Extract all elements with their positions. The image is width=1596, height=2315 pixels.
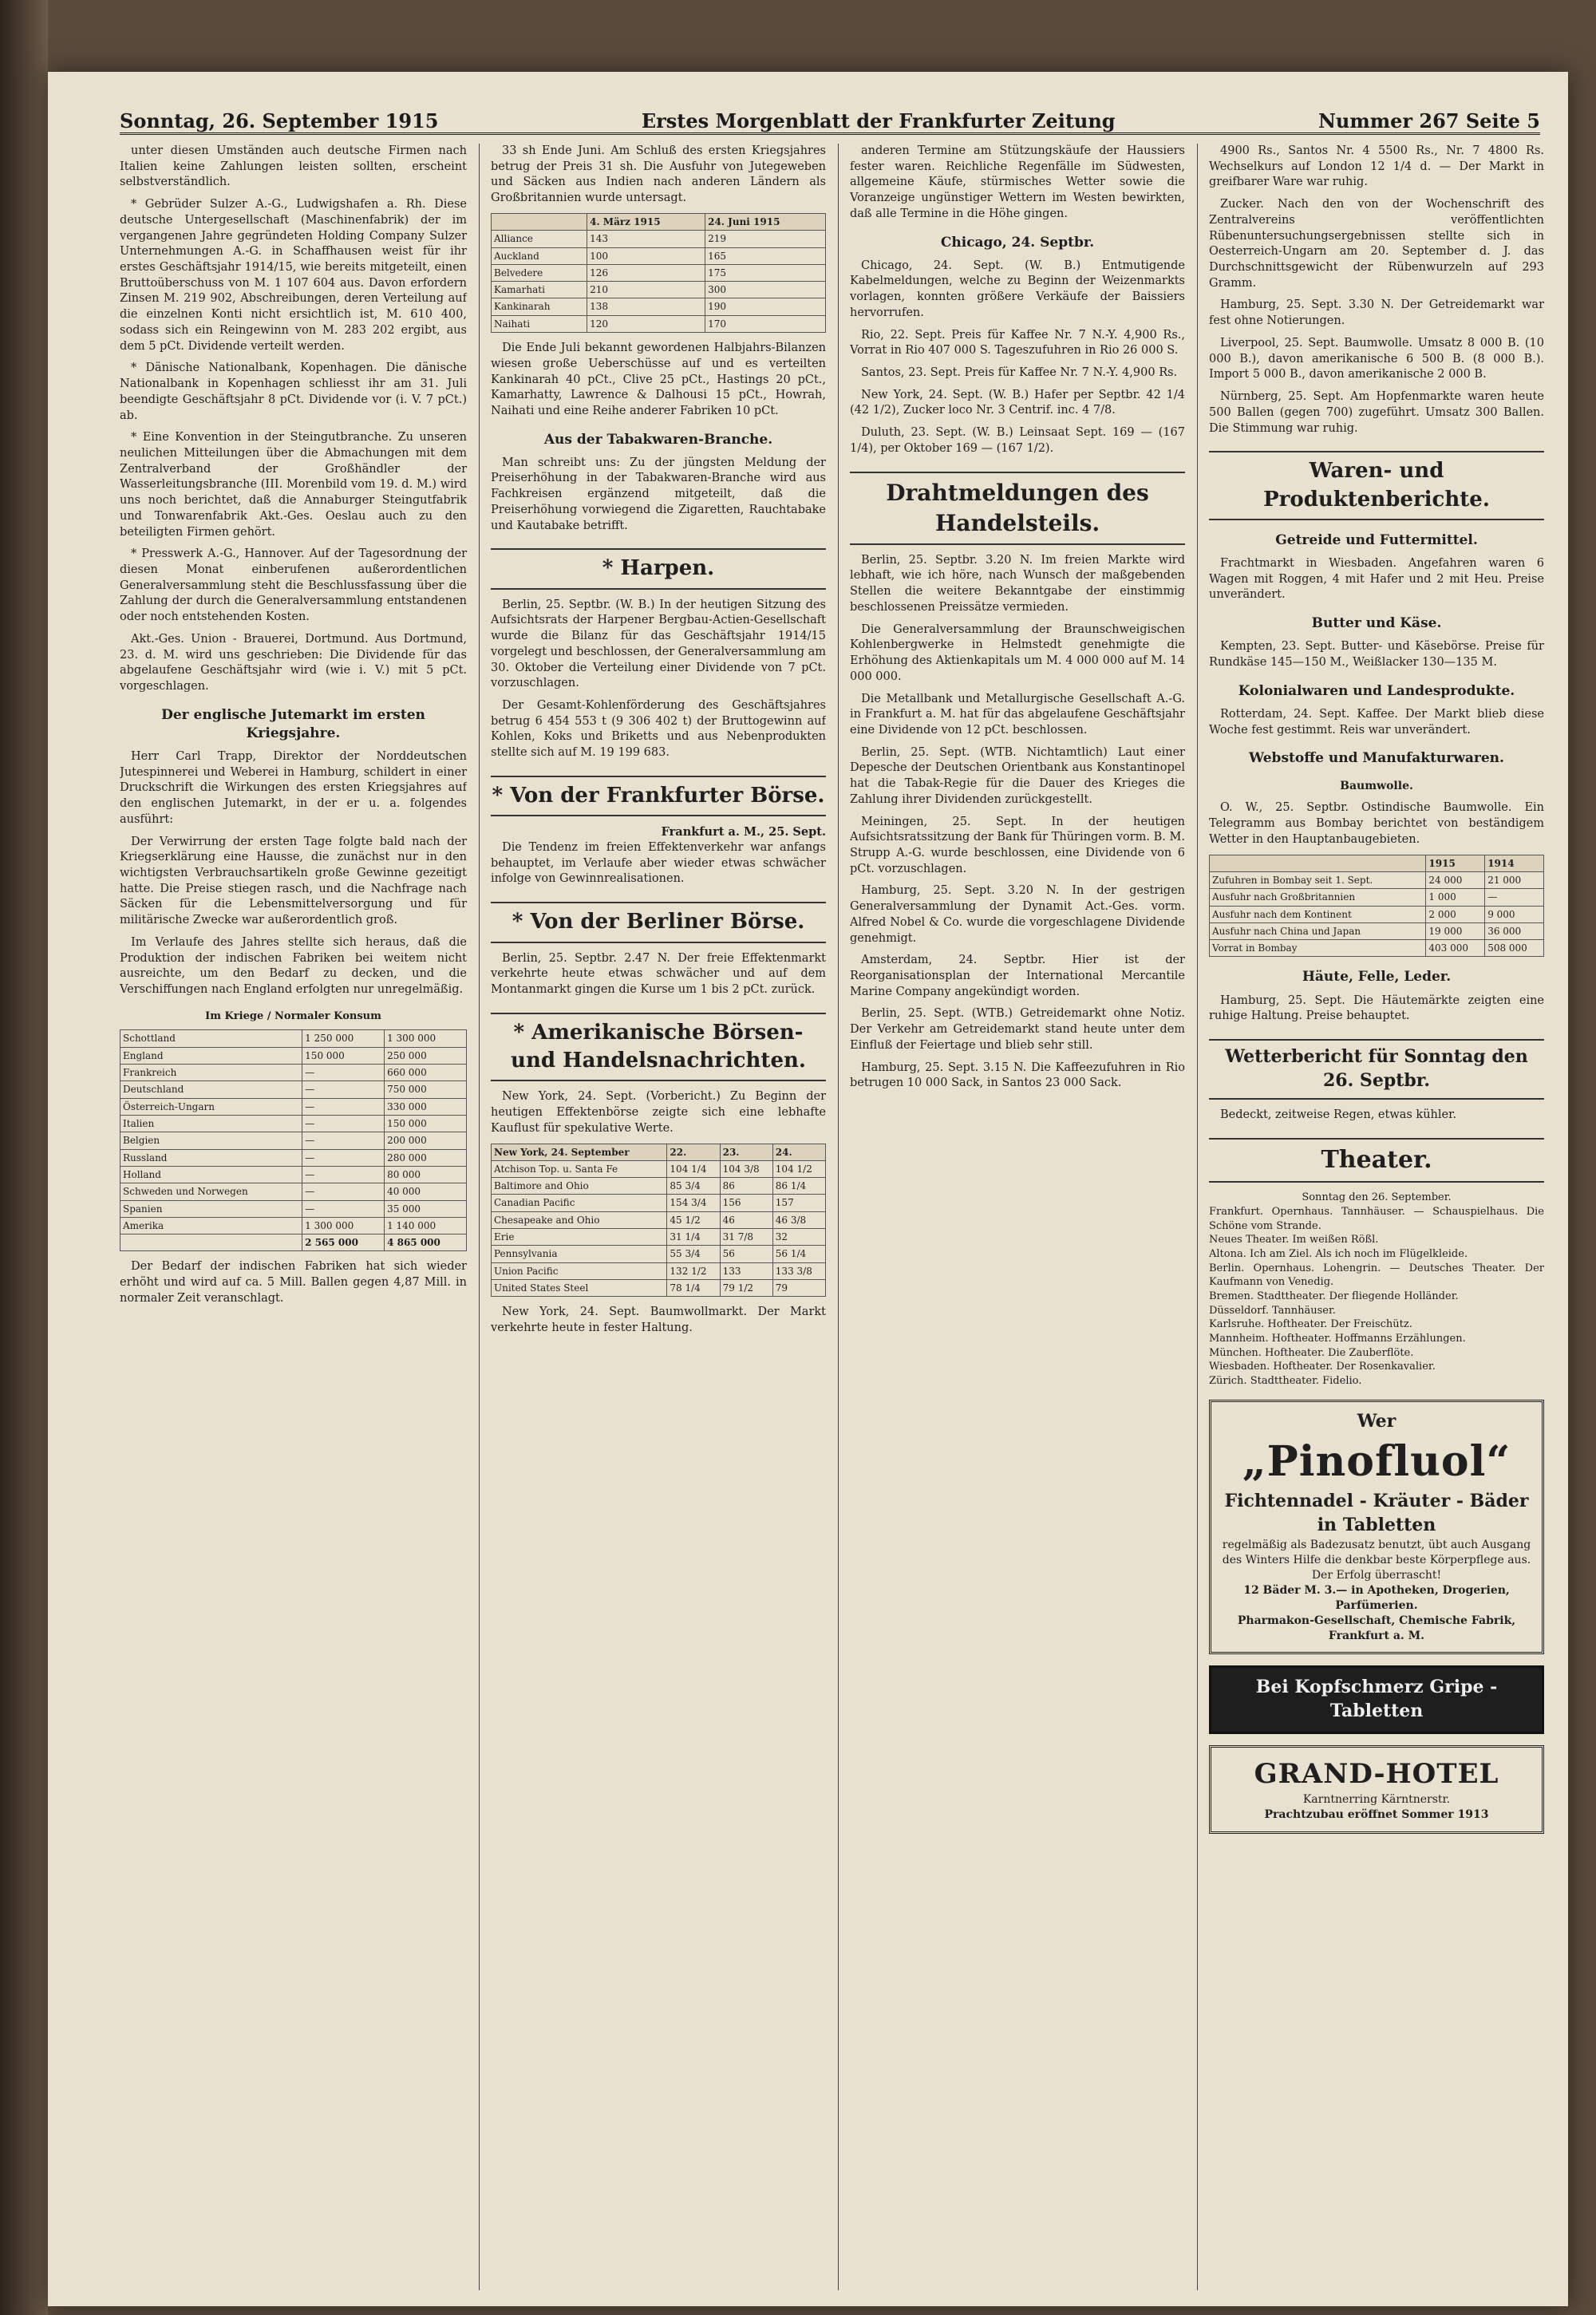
article-text: Rotterdam, 24. Sept. Kaffee. Der Markt blieb diese Woche fest gestimmt. Reis war unverändert. bbox=[1209, 707, 1544, 737]
article-text: Die Tendenz im freien Effektenverkehr war anfangs behauptet, im Verlaufe aber wieder etwas schwächer infolge von Gewinnrealisationen. bbox=[491, 840, 826, 886]
table-row bbox=[492, 282, 826, 298]
column-rule bbox=[479, 144, 480, 2290]
table-cell: — bbox=[302, 1200, 385, 1217]
table-cell: Russland bbox=[120, 1149, 302, 1166]
book-spine bbox=[0, 0, 48, 2315]
subsection-heading: Häute, Felle, Leder. bbox=[1302, 969, 1452, 986]
table-cell: 170 bbox=[705, 315, 826, 332]
cotton-table bbox=[1209, 855, 1544, 958]
table-cell: Belgien bbox=[120, 1132, 302, 1149]
article-text: O. W., 25. Septbr. Ostindische Baumwolle. Ein Telegramm aus Bombay berichtet von beständigem Wetter in den Hauptanbaugebieten. bbox=[1209, 801, 1544, 846]
table-row bbox=[120, 1065, 467, 1081]
table-row bbox=[120, 1217, 467, 1234]
article-text: Der Verwirrung der ersten Tage folgte bald nach der Kriegserklärung eine Hausse, die zunächst nur in den wichtigsten Verbrauchsartikeln große Gewinne gezeitigt hatte. Die Preise stiegen rasch, und die Nachfrage nach Säcken für die Lebensmittelversorgung und für militärische Zwecke war außerordentlich groß. bbox=[120, 835, 467, 927]
article-text: anderen Termine am Stützungskäufe der Haussiers fester waren. Reichliche Regenfälle im Südwesten, allgemeine Käufe, stürmisches Wetter sowie die Voranzeige ungünstiger Wettern im Westen bewirkten, daß alle Termine in die Höhe gingen. bbox=[850, 144, 1185, 220]
theater-entry: Bremen. Stadttheater. Der fliegende Holländer. bbox=[1209, 1290, 1459, 1303]
table-cell: — bbox=[1485, 889, 1544, 906]
article-text: Meiningen, 25. Sept. In der heutigen Aufsichtsratssitzung der Bank für Thüringen vorm. B. M. Strupp A.-G. wurde beschlossen, eine Dividende von 6 pCt. vorzuschlagen. bbox=[850, 815, 1185, 875]
jute-consumption-table bbox=[120, 1029, 467, 1251]
table-cell: 1 300 000 bbox=[385, 1030, 467, 1047]
article-text: Frachtmarkt in Wiesbaden. Angefahren waren 6 Wagen mit Roggen, 4 mit Hafer und 2 mit Heu. Preise unverändert. bbox=[1209, 557, 1544, 602]
article-text: * Eine Konvention in der Steingutbranche. Zu unseren neulichen Mitteilungen über die Abmachungen mit dem Zentralverband der Großhändler der Wasserleitungsbranche (III. Morenbild vom 19. d. M.) wird uns noch berichtet, daß die Annaburger Steingutfabrik und Tonwarenfabrik Akt.-Ges. Oeslau auch zu den beteiligten Firmen gehört. bbox=[120, 431, 467, 539]
article-text: New York, 24. Sept. Baumwollmarkt. Der Markt verkehrte heute in fester Haltung. bbox=[491, 1306, 826, 1335]
table-row bbox=[492, 298, 826, 315]
column-rule bbox=[1197, 144, 1198, 2290]
table-cell: 508 000 bbox=[1485, 940, 1544, 957]
table-row bbox=[120, 1166, 467, 1183]
table-cell: 157 bbox=[772, 1195, 825, 1211]
table-row bbox=[492, 315, 826, 332]
article-text: Die Generalversammlung der Braunschweigischen Kohlenbergwerke in Helmstedt genehmigte die Erhöhung des Aktienkapitals um M. 4 000 000 auf M. 14 000 000. bbox=[850, 622, 1185, 683]
table-row bbox=[492, 1178, 826, 1195]
table-cell: 138 bbox=[587, 298, 705, 315]
theater-entry: Berlin. Opernhaus. Lohengrin. — Deutsches Theater. Der Kaufmann von Venedig. bbox=[1209, 1262, 1544, 1289]
table-cell: 35 000 bbox=[385, 1200, 467, 1217]
article-text: 33 sh Ende Juni. Am Schluß des ersten Kriegsjahres betrug der Preis 31 sh. Die Ausfuhr von Jutegeweben und Säcken aus Indien nach anderen Ländern als Großbritannien wurde untersagt. bbox=[491, 144, 826, 205]
subsection-heading: Butter und Käse. bbox=[1311, 615, 1442, 632]
subsection-heading: Kolonialwaren und Landesprodukte. bbox=[1238, 682, 1515, 699]
section-heading: Der englische Jutemarkt im ersten Kriegsjahre. bbox=[161, 706, 425, 741]
article-text: New York, 24. Sept. (W. B.) Hafer per Septbr. 42 1/4 (42 1/2), Zucker loco Nr. 3 Centrif. inc. 4 7/8. bbox=[850, 388, 1185, 417]
table-cell: Kamarhati bbox=[492, 282, 587, 298]
table-cell: — bbox=[302, 1098, 385, 1115]
subsection-heading: Webstoffe und Manufakturwaren. bbox=[1249, 750, 1504, 767]
table-cell: 120 bbox=[587, 315, 705, 332]
article-text: Berlin, 25. Septbr. (W. B.) In der heutigen Sitzung des Aufsichtsrats der Harpener Bergbau-Actien-Gesellschaft wurde die Bilanz für das Geschäftsjahr 1914/15 vorgelegt und beschlossen, der Generalversammlung am 30. Oktober die Verteilung einer Dividende von 7 pCt. vorzuschlagen. bbox=[491, 598, 826, 690]
table-cell: 1 000 bbox=[1426, 889, 1485, 906]
table-row bbox=[492, 1262, 826, 1279]
kopfschmerz-advertisement bbox=[1209, 1665, 1544, 1734]
article-text: Duluth, 23. Sept. (W. B.) Leinsaat Sept. 169 — (167 1/4), per Oktober 169 — (167 1/2). bbox=[850, 426, 1185, 455]
grand-hotel-advertisement bbox=[1209, 1745, 1544, 1833]
table-cell: 78 1/4 bbox=[667, 1280, 720, 1297]
table-cell: England bbox=[120, 1047, 302, 1064]
table-cell: — bbox=[302, 1115, 385, 1132]
table-cell: — bbox=[302, 1149, 385, 1166]
table-title: Im Kriege / Normaler Konsum bbox=[205, 1009, 381, 1022]
table-header-cell: 24. bbox=[772, 1144, 825, 1160]
article-text: Der Bedarf der indischen Fabriken hat sich wieder erhöht und wird auf ca. 5 Mill. Ballen gegen 4,87 Mill. in normaler Zeit veranschlagt. bbox=[120, 1260, 467, 1305]
table-cell: Belvedere bbox=[492, 264, 587, 281]
section-heading: Waren- und Produktenberichte. bbox=[1209, 451, 1544, 520]
section-heading: Aus der Tabakwaren-Branche. bbox=[543, 431, 773, 448]
table-header-cell: 4. März 1915 bbox=[587, 213, 705, 230]
theater-entry: Zürich. Stadttheater. Fidelio. bbox=[1209, 1375, 1362, 1388]
table-cell: Spanien bbox=[120, 1200, 302, 1217]
table-cell: 2 000 bbox=[1426, 906, 1485, 922]
table-cell: 104 3/8 bbox=[720, 1160, 772, 1177]
table-cell: 79 bbox=[772, 1280, 825, 1297]
section-heading: * Von der Berliner Börse. bbox=[491, 902, 826, 942]
table-cell: 154 3/4 bbox=[667, 1195, 720, 1211]
table-cell: 132 1/2 bbox=[667, 1262, 720, 1279]
table-cell: 36 000 bbox=[1485, 922, 1544, 939]
table-header-cell: 24. Juni 1915 bbox=[705, 213, 826, 230]
article-text: Herr Carl Trapp, Direktor der Norddeutschen Jutespinnerei und Weberei in Hamburg, schildert in einer Druckschrift die Wirkungen des ersten Kriegsjahres auf den englischen Jutemarkt, in der er u. a. folgendes ausführt: bbox=[120, 749, 467, 826]
table-row bbox=[492, 231, 826, 247]
table-cell: 46 bbox=[720, 1211, 772, 1228]
table-cell: Canadian Pacific bbox=[492, 1195, 667, 1211]
table-cell: Pennsylvania bbox=[492, 1246, 667, 1262]
table-cell: 200 000 bbox=[385, 1132, 467, 1149]
table-cell: Zufuhren in Bombay seit 1. Sept. bbox=[1210, 871, 1426, 888]
column-2 bbox=[491, 144, 826, 2290]
table-cell: 750 000 bbox=[385, 1081, 467, 1098]
table-cell: 21 000 bbox=[1485, 871, 1544, 888]
theater-entry: Düsseldorf. Tannhäuser. bbox=[1209, 1304, 1336, 1317]
table-cell: Amerika bbox=[120, 1217, 302, 1234]
table-cell: Atchison Top. u. Santa Fe bbox=[492, 1160, 667, 1177]
article-text: 4900 Rs., Santos Nr. 4 5500 Rs., Nr. 7 4800 Rs. Wechselkurs auf London 12 1/4 d. — Der Markt in greifbarer Ware war ruhig. bbox=[1209, 144, 1544, 189]
dateline: Frankfurt a. M., 25. Sept. bbox=[661, 825, 826, 839]
table-cell: Schottland bbox=[120, 1030, 302, 1047]
article-text: * Presswerk A.-G., Hannover. Auf der Tagesordnung der diesen Monat einberufenen außerordentlichen Generalversammlung steht die Beschlussfassung über die Zahlung der durch die Generalversammlung entstandenen oder noch entstehenden Kosten. bbox=[120, 547, 467, 624]
ad-text: Prachtzubau eröffnet Sommer 1913 bbox=[1264, 1808, 1489, 1822]
table-cell: Holland bbox=[120, 1166, 302, 1183]
header-date: Sonntag, 26. September 1915 bbox=[120, 109, 439, 132]
article-text: Berlin, 25. Sept. (WTB.) Getreidemarkt ohne Notiz. Der Verkehr am Getreidemarkt stand heute unter dem Einfluß der Feiertage und blieb sehr still. bbox=[850, 1007, 1185, 1052]
table-cell: 55 3/4 bbox=[667, 1246, 720, 1262]
table-header-cell bbox=[492, 213, 587, 230]
article-text: Hamburg, 25. Sept. 3.15 N. Die Kaffeezufuhren in Rio betrugen 10 000 Sack, in Santos 23 000 Sack. bbox=[850, 1061, 1185, 1090]
article-text: Der Gesamt-Kohlenförderung des Geschäftsjahres betrug 6 454 553 t (9 306 402 t) der Bruttogewinn auf Kohlen, Koks und Briketts und aus Nebenprodukten stellte sich auf M. 19 199 683. bbox=[491, 699, 826, 760]
table-cell: 143 bbox=[587, 231, 705, 247]
table-row bbox=[492, 1229, 826, 1246]
article-text: * Dänische Nationalbank, Kopenhagen. Die dänische Nationalbank in Kopenhagen schliesst ihr am 31. Juli beendigte Geschäftsjahr 8 pCt. Dividende vor (i. V. 7 pCt.) ab. bbox=[120, 361, 467, 422]
table-cell: 133 3/8 bbox=[772, 1262, 825, 1279]
column-3 bbox=[850, 144, 1185, 2290]
table-cell: 86 bbox=[720, 1178, 772, 1195]
newspaper-page bbox=[48, 72, 1568, 2306]
ad-text: Bei Kopfschmerz Gripe - Tabletten bbox=[1255, 1677, 1498, 1722]
table-header-cell: 1915 bbox=[1426, 855, 1485, 871]
article-text: Santos, 23. Sept. Preis für Kaffee Nr. 7 N.-Y. 4,900 Rs. bbox=[861, 366, 1178, 380]
article-text: Nürnberg, 25. Sept. Am Hopfenmarkte waren heute 500 Ballen (gegen 700) zugeführt. Umsatz 300 Ballen. Die Stimmung war ruhig. bbox=[1209, 390, 1544, 435]
ad-brand: GRAND-HOTEL bbox=[1254, 1758, 1499, 1791]
article-text: unter diesen Umständen auch deutsche Firmen nach Italien keine Zahlungen leisten sollten, erscheint selbstverständlich. bbox=[120, 144, 467, 189]
page-header bbox=[120, 104, 1540, 135]
theater-date: Sonntag den 26. September. bbox=[1302, 1191, 1452, 1204]
table-cell: 190 bbox=[705, 298, 826, 315]
article-text: Die Metallbank und Metallurgische Gesellschaft A.-G. in Frankfurt a. M. hat für das abgelaufene Geschäftsjahr eine Dividende von 12 pCt. beschlossen. bbox=[850, 692, 1185, 737]
article-text: Hamburg, 25. Sept. 3.20 N. In der gestrigen Generalversammlung der Dynamit Act.-Ges. vorm. Alfred Nobel & Co. wurde die vorgeschlagene Dividende genehmigt. bbox=[850, 884, 1185, 945]
column-4 bbox=[1209, 144, 1544, 2290]
table-row bbox=[120, 1047, 467, 1064]
article-text: Akt.-Ges. Union - Brauerei, Dortmund. Aus Dortmund, 23. d. M. wird uns geschrieben: Die Dividende für das abgelaufene Geschäftsjahr wird (wie i. V.) mit 5 pCt. vorgeschlagen. bbox=[120, 632, 467, 693]
table-cell: 19 000 bbox=[1426, 922, 1485, 939]
table-row bbox=[492, 1280, 826, 1297]
article-text: Amsterdam, 24. Septbr. Hier ist der Reorganisationsplan der International Mercantile Marine Company angekündigt worden. bbox=[850, 954, 1185, 998]
table-cell: 45 1/2 bbox=[667, 1211, 720, 1228]
section-heading: Chicago, 24. Septbr. bbox=[940, 234, 1095, 251]
table-row bbox=[492, 1195, 826, 1211]
article-text: Berlin, 25. Sept. (WTB. Nichtamtlich) Laut einer Depesche der Deutschen Orientbank aus Konstantinopel hat die Tabak-Regie für die Dauer des Krieges die Zahlung ihrer Dividenden zurückgestellt. bbox=[850, 745, 1185, 806]
table-row bbox=[120, 1030, 467, 1047]
table-cell: Alliance bbox=[492, 231, 587, 247]
table-cell: Baltimore and Ohio bbox=[492, 1178, 667, 1195]
table-cell: — bbox=[302, 1166, 385, 1183]
table-cell: — bbox=[302, 1132, 385, 1149]
table-cell: Auckland bbox=[492, 247, 587, 264]
table-cell: 32 bbox=[772, 1229, 825, 1246]
theater-entry: Wiesbaden. Hoftheater. Der Rosenkavalier. bbox=[1209, 1361, 1436, 1373]
table-cell: 104 1/2 bbox=[772, 1160, 825, 1177]
table-cell: — bbox=[302, 1081, 385, 1098]
table-row bbox=[492, 264, 826, 281]
table-row bbox=[492, 1160, 826, 1177]
section-heading: * Amerikanische Börsen- und Handelsnachrichten. bbox=[491, 1013, 826, 1082]
table-row bbox=[492, 1211, 826, 1228]
new-york-stock-table bbox=[491, 1144, 826, 1298]
article-text: Kempten, 23. Sept. Butter- und Käsebörse. Preise für Rundkäse 145—150 M., Weißlacker 130—135 M. bbox=[1209, 640, 1544, 670]
table-cell: 56 bbox=[720, 1246, 772, 1262]
theater-entry: Altona. Ich am Ziel. Als ich noch im Flügelkleide. bbox=[1209, 1248, 1468, 1261]
table-cell: 1 250 000 bbox=[302, 1030, 385, 1047]
table-row bbox=[120, 1183, 467, 1200]
table-cell: 219 bbox=[705, 231, 826, 247]
table-cell: Schweden und Norwegen bbox=[120, 1183, 302, 1200]
pinofluol-advertisement bbox=[1209, 1400, 1544, 1655]
table-cell: 126 bbox=[587, 264, 705, 281]
table-cell: Chesapeake and Ohio bbox=[492, 1211, 667, 1228]
table-cell bbox=[120, 1235, 302, 1251]
theater-entry: Frankfurt. Opernhaus. Tannhäuser. — Schauspielhaus. Die Schöne vom Strande. bbox=[1209, 1206, 1544, 1232]
table-cell: 156 bbox=[720, 1195, 772, 1211]
table-row bbox=[492, 1246, 826, 1262]
subsection-heading: Getreide und Futtermittel. bbox=[1275, 531, 1478, 548]
table-row bbox=[120, 1149, 467, 1166]
table-cell: 133 bbox=[720, 1262, 772, 1279]
table-cell: 24 000 bbox=[1426, 871, 1485, 888]
table-cell: 250 000 bbox=[385, 1047, 467, 1064]
table-header-row bbox=[492, 213, 826, 230]
theater-entry: Neues Theater. Im weißen Rößl. bbox=[1209, 1234, 1379, 1246]
table-cell: 403 000 bbox=[1426, 940, 1485, 957]
table-cell: 31 7/8 bbox=[720, 1229, 772, 1246]
article-text: Berlin, 25. Septbr. 2.47 N. Der freie Effektenmarkt verkehrte heute etwas schwächer und auf dem Montanmarkt gingen die Kurse um 1 bis 2 pCt. zurück. bbox=[491, 951, 826, 996]
ad-text: Fichtennadel - Kräuter - Bäder in Tabletten bbox=[1224, 1491, 1529, 1536]
table-cell: Deutschland bbox=[120, 1081, 302, 1098]
section-heading: * Von der Frankfurter Börse. bbox=[491, 776, 826, 816]
table-cell: 79 1/2 bbox=[720, 1280, 772, 1297]
ad-text: Pharmakon-Gesellschaft, Chemische Fabrik, Frankfurt a. M. bbox=[1237, 1614, 1516, 1643]
jute-share-table bbox=[491, 213, 826, 333]
table-cell: 150 000 bbox=[385, 1115, 467, 1132]
table-cell: Ausfuhr nach dem Kontinent bbox=[1210, 906, 1426, 922]
table-cell: United States Steel bbox=[492, 1280, 667, 1297]
table-cell: 31 1/4 bbox=[667, 1229, 720, 1246]
table-cell: 9 000 bbox=[1485, 906, 1544, 922]
article-text: Liverpool, 25. Sept. Baumwolle. Umsatz 8 000 B. (10 000 B.), davon amerikanische 6 500 B. (8 000 B.). Import 5 000 B., davon amerikanische 2 000 B. bbox=[1209, 336, 1544, 381]
ad-text: regelmäßig als Badezusatz benutzt, übt auch Ausgang des Winters Hilfe die denkbar beste Körperpflege aus. Der Erfolg überrascht! bbox=[1222, 1539, 1531, 1582]
table-cell: 86 1/4 bbox=[772, 1178, 825, 1195]
table-cell: 330 000 bbox=[385, 1098, 467, 1115]
theater-heading: Theater. bbox=[1209, 1138, 1544, 1183]
table-cell: 1 300 000 bbox=[302, 1217, 385, 1234]
table-cell: Kankinarah bbox=[492, 298, 587, 315]
article-text: Hamburg, 25. Sept. 3.30 N. Der Getreidemarkt war fest ohne Notierungen. bbox=[1209, 298, 1544, 328]
table-cell: 104 1/4 bbox=[667, 1160, 720, 1177]
table-cell: 56 1/4 bbox=[772, 1246, 825, 1262]
table-cell: 280 000 bbox=[385, 1149, 467, 1166]
theater-entry: Mannheim. Hoftheater. Hoffmanns Erzählungen. bbox=[1209, 1333, 1466, 1345]
table-header-cell: New York, 24. September bbox=[492, 1144, 667, 1160]
weather-text: Bedeckt, zeitweise Regen, etwas kühler. bbox=[1220, 1108, 1457, 1121]
table-cell: 2 565 000 bbox=[302, 1235, 385, 1251]
section-heading: Drahtmeldungen des Handelsteils. bbox=[850, 472, 1185, 545]
ad-text: 12 Bäder M. 3.— in Apotheken, Drogerien, Parfümerien. bbox=[1243, 1584, 1510, 1613]
table-header-row bbox=[1210, 855, 1544, 871]
table-row bbox=[492, 247, 826, 264]
table-row bbox=[120, 1115, 467, 1132]
table-header-row bbox=[492, 1144, 826, 1160]
article-text: Die Ende Juli bekannt gewordenen Halbjahrs-Bilanzen wiesen große Ueberschüsse auf und es verteilten Kankinarah 40 pCt., Clive 25 pCt., Hastings 20 pCt., Kamarhatty, Lawrence & Dalhousi 15 pCt., Howrah, Naihati und eine Reihe anderer Fabriken 10 pCt. bbox=[491, 342, 826, 417]
table-cell: 40 000 bbox=[385, 1183, 467, 1200]
table-header-cell: 1914 bbox=[1485, 855, 1544, 871]
table-cell: Italien bbox=[120, 1115, 302, 1132]
article-text: Man schreibt uns: Zu der jüngsten Meldung der Preiserhöhung in der Tabakwaren-Branche wird aus Fachkreisen ergänzend mitgeteilt, daß die Preiserhöhung vorwiegend die Zigaretten, Rauchtabake und Kautabake betrifft. bbox=[491, 456, 826, 532]
article-text: Hamburg, 25. Sept. Die Häutemärkte zeigten eine ruhige Haltung. Preise behauptet. bbox=[1209, 994, 1544, 1023]
table-cell: 210 bbox=[587, 282, 705, 298]
table-cell: Erie bbox=[492, 1229, 667, 1246]
table-row bbox=[120, 1132, 467, 1149]
table-cell: 300 bbox=[705, 282, 826, 298]
article-text: Zucker. Nach den von der Wochenschrift des Zentralvereins veröffentlichten Rübenuntersuchungsergebnissen stellte sich in Oesterreich-Ungarn am 20. September d. J. das Durchschnittsgewicht der Rübenwurzeln auf 293 Gramm. bbox=[1209, 198, 1544, 290]
table-cell: 150 000 bbox=[302, 1047, 385, 1064]
header-title: Erstes Morgenblatt der Frankfurter Zeitung bbox=[641, 109, 1116, 132]
table-cell: 175 bbox=[705, 264, 826, 281]
header-issue: Nummer 267 Seite 5 bbox=[1317, 109, 1540, 132]
article-text: * Gebrüder Sulzer A.-G., Ludwigshafen a. Rh. Diese deutsche Untergesellschaft (Maschinenfabrik) der im vergangenen Jahre gegründeten Holding Company Sulzer Unternehmungen A.-G. in Schaffhausen weist für ihr erstes Geschäftsjahr 1914/15, wie bereits mitgeteilt, einen Bruttoüberschuss von M. 1 107 604 aus. Davon erfordern Zinsen M. 219 902, Abschreibungen, deren Verteilung auf die einzelnen Konti nicht ersichtlich ist, M. 610 400, sodass sich ein Reingewinn von M. 283 202 ergibt, aus dem 5 pCt. Dividende verteilt werden. bbox=[120, 198, 467, 353]
table-cell: Vorrat in Bombay bbox=[1210, 940, 1426, 957]
table-header-cell: 23. bbox=[720, 1144, 772, 1160]
table-cell: 46 3/8 bbox=[772, 1211, 825, 1228]
theater-listing bbox=[1209, 1205, 1544, 1389]
table-cell: 4 865 000 bbox=[385, 1235, 467, 1251]
table-header-cell: 22. bbox=[667, 1144, 720, 1160]
article-text: Rio, 22. Sept. Preis für Kaffee Nr. 7 N.-Y. 4,900 Rs., Vorrat in Rio 407 000 S. Tageszufuhren in Rio 26 000 S. bbox=[850, 328, 1185, 358]
subsection-heading: Baumwolle. bbox=[1340, 780, 1413, 793]
table-row bbox=[120, 1098, 467, 1115]
article-text: Berlin, 25. Septbr. 3.20 N. Im freien Markte wird lebhaft, wie ich höre, nach Wunsch der maßgebenden Stellen die weitere Bekanntgabe der einstimmig beschlossenen Preissätze vermieden. bbox=[850, 553, 1185, 614]
weather-heading: Wetterbericht für Sonntag den 26. Septbr. bbox=[1209, 1039, 1544, 1100]
article-text: New York, 24. Sept. (Vorbericht.) Zu Beginn der heutigen Effektenbörse zeigte sich eine lebhafte Kauflust für spekulative Werte. bbox=[491, 1090, 826, 1135]
table-row bbox=[1210, 940, 1544, 957]
table-cell: Ausfuhr nach China und Japan bbox=[1210, 922, 1426, 939]
table-row bbox=[1210, 889, 1544, 906]
table-cell: 1 140 000 bbox=[385, 1217, 467, 1234]
table-cell: Österreich-Ungarn bbox=[120, 1098, 302, 1115]
article-text: Im Verlaufe des Jahres stellte sich heraus, daß die Produktion der indischen Fabriken bei weitem nicht ausreichte, um den Bedarf zu decken, und die Verschiffungen nach England erfolgten nur unregelmäßig. bbox=[120, 935, 467, 996]
table-cell: Ausfuhr nach Großbritannien bbox=[1210, 889, 1426, 906]
table-cell: — bbox=[302, 1183, 385, 1200]
article-text: Chicago, 24. Sept. (W. B.) Entmutigende Kabelmeldungen, welche zu Beginn der Weizenmarkts vorlagen, konnten größere Verkäufe der Baissiers hervorrufen. bbox=[850, 259, 1185, 319]
theater-entry: München. Hoftheater. Die Zauberflöte. bbox=[1209, 1346, 1414, 1359]
table-header-cell bbox=[1210, 855, 1426, 871]
section-heading: * Harpen. bbox=[491, 548, 826, 589]
table-row bbox=[120, 1200, 467, 1217]
table-row bbox=[1210, 871, 1544, 888]
table-total-row bbox=[120, 1235, 467, 1251]
table-cell: 85 3/4 bbox=[667, 1178, 720, 1195]
table-cell: 80 000 bbox=[385, 1166, 467, 1183]
table-row bbox=[120, 1081, 467, 1098]
table-cell: 100 bbox=[587, 247, 705, 264]
column-1 bbox=[120, 144, 467, 2290]
ad-brand: „Pinofluol“ bbox=[1242, 1436, 1511, 1486]
theater-entry: Karlsruhe. Hoftheater. Der Freischütz. bbox=[1209, 1318, 1412, 1331]
table-row bbox=[1210, 906, 1544, 922]
table-cell: Naihati bbox=[492, 315, 587, 332]
table-cell: 660 000 bbox=[385, 1065, 467, 1081]
ad-text: Karntnerring Kärntnerstr. bbox=[1302, 1793, 1451, 1807]
table-cell: — bbox=[302, 1065, 385, 1081]
table-cell: 165 bbox=[705, 247, 826, 264]
table-cell: Union Pacific bbox=[492, 1262, 667, 1279]
column-rule bbox=[838, 144, 839, 2290]
table-cell: Frankreich bbox=[120, 1065, 302, 1081]
table-row bbox=[1210, 922, 1544, 939]
ad-text: Wer bbox=[1357, 1410, 1396, 1432]
